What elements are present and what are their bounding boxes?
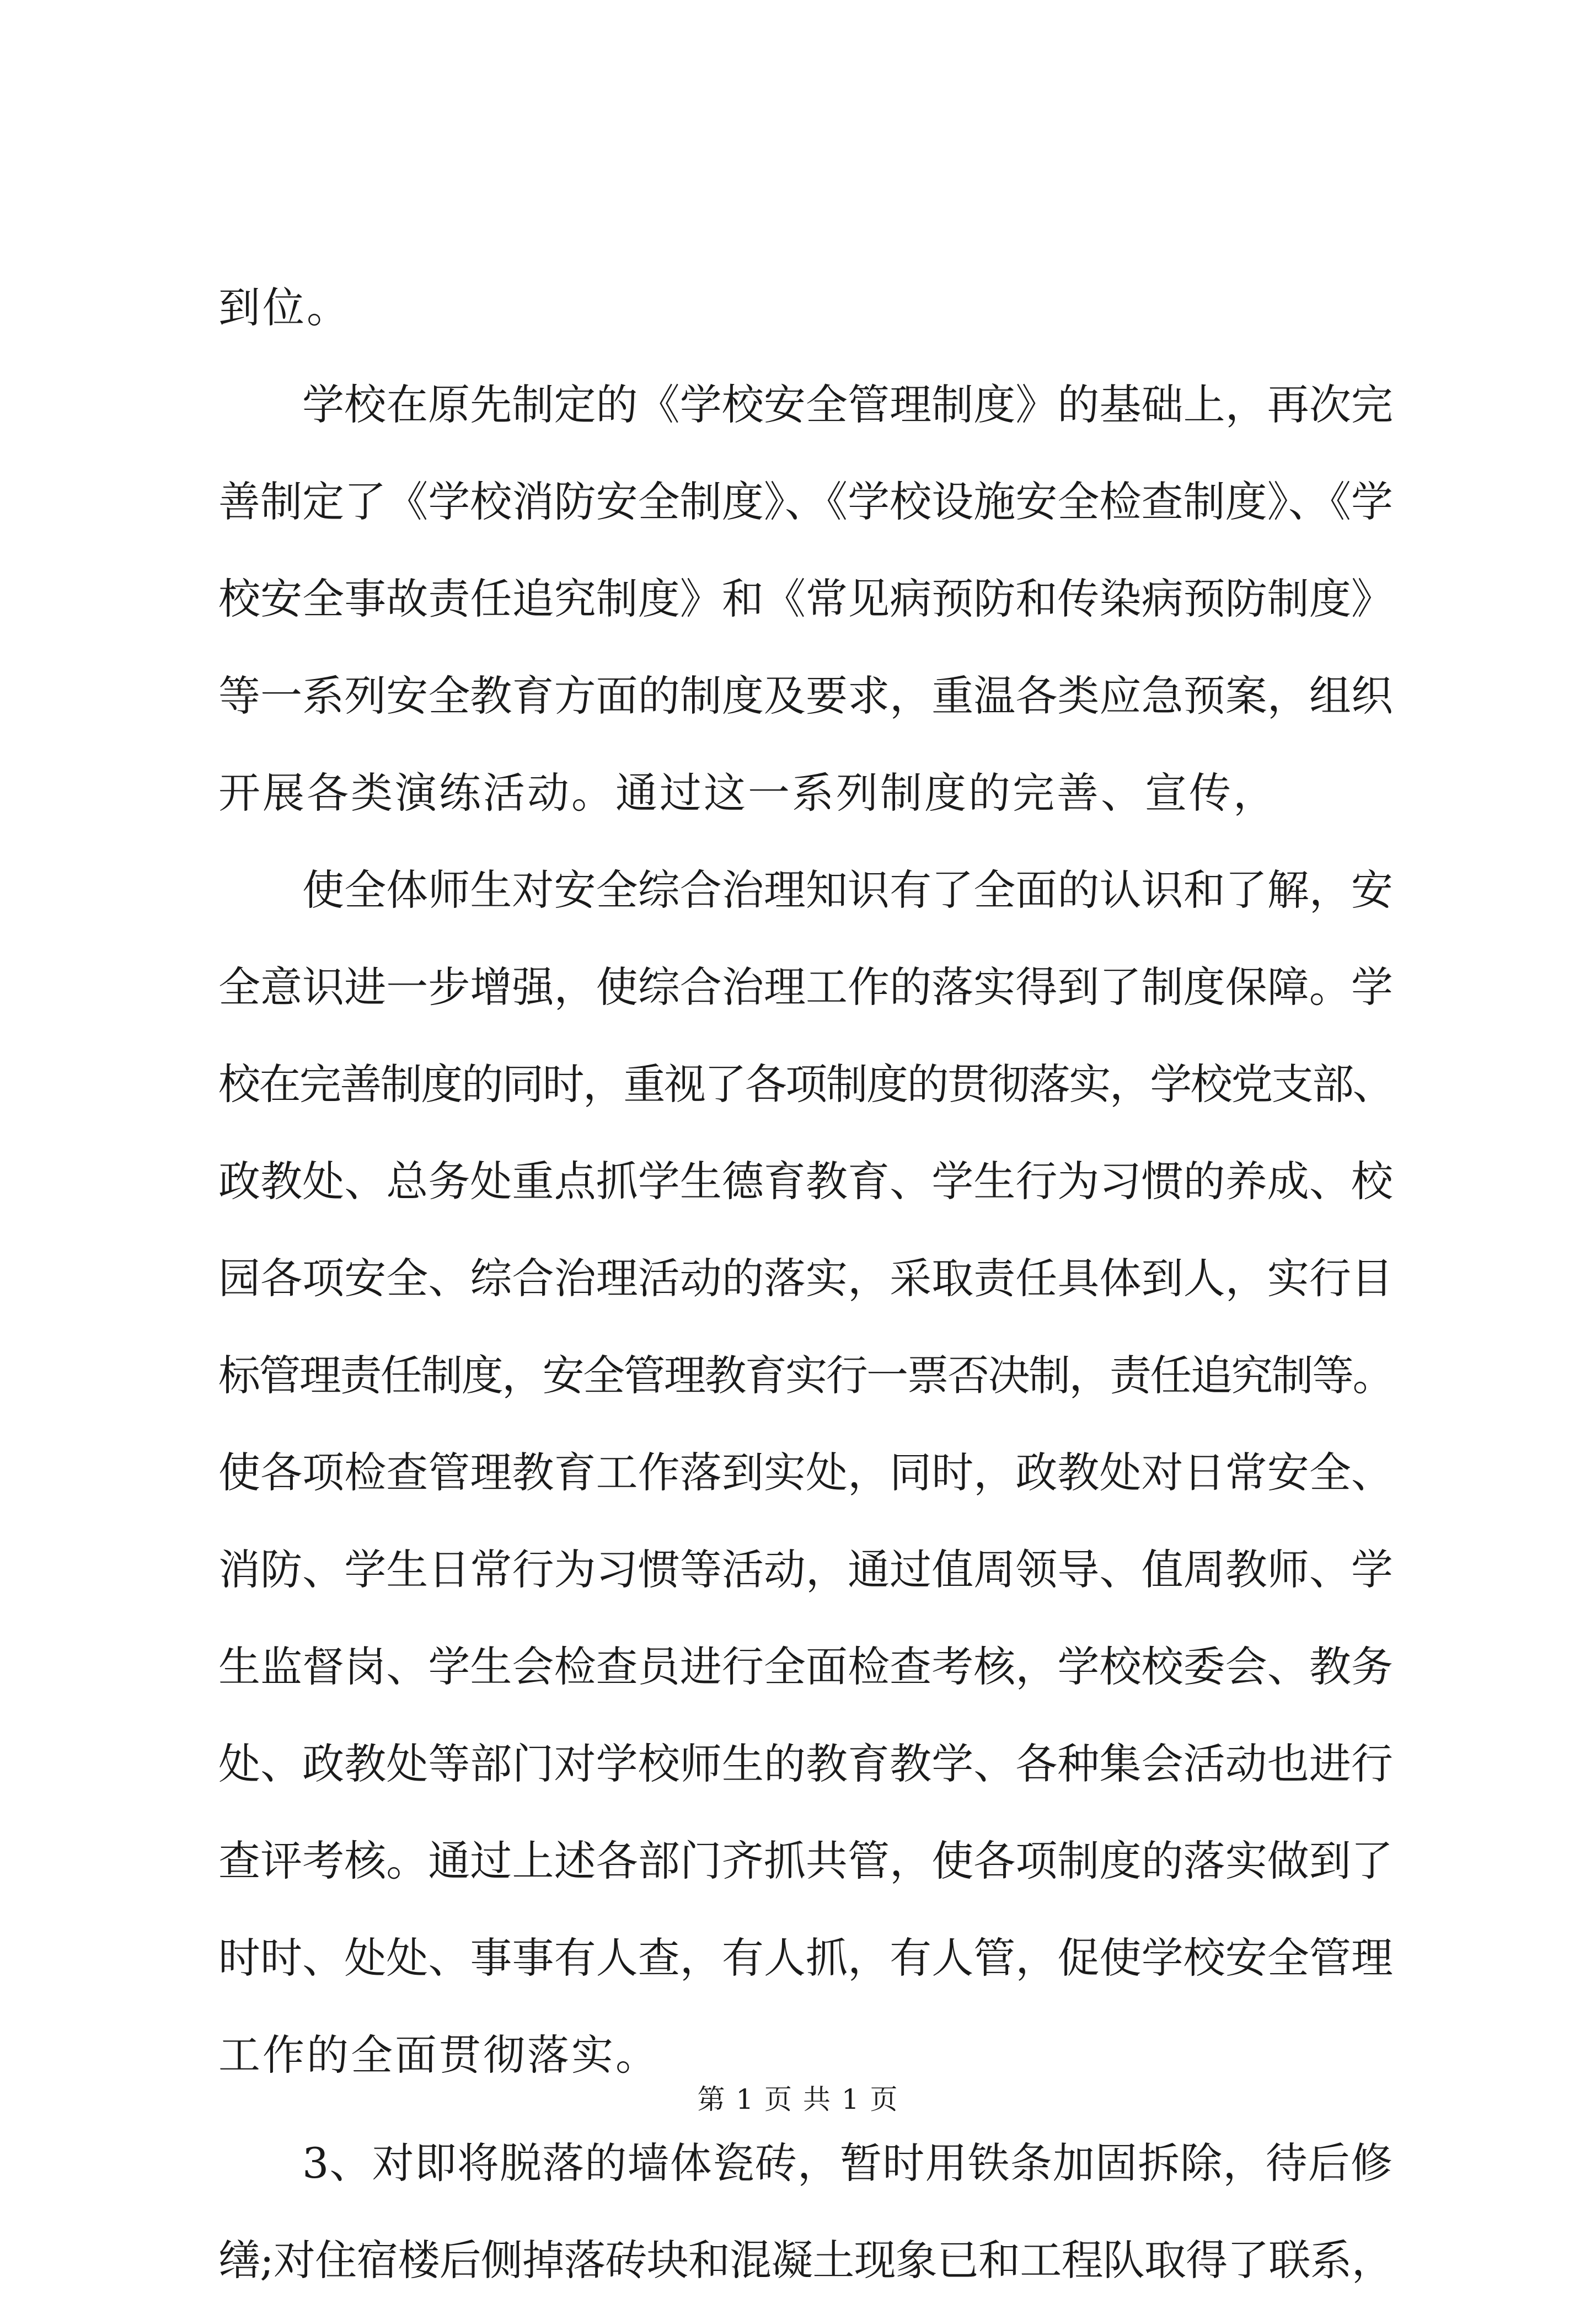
page-number-footer: 第 1 页 共 1 页 [697, 2083, 899, 2115]
text-line: 3、对即将脱落的墙体瓷砖，暂时用铁条加固拆除，待后修 [302, 2139, 1393, 2188]
text-line: 全意识进一步增强，使综合治理工作的落实得到了制度保障。学 [218, 963, 1393, 1012]
document-body [218, 259, 1393, 2309]
text-line: 查评考核。通过上述各部门齐抓共管，使各项制度的落实做到了 [218, 1836, 1393, 1885]
text-line: 使各项检查管理教育工作落到实处，同时，政教处对日常安全、 [218, 1448, 1393, 1497]
text-line: 缮;对住宿楼后侧掉落砖块和混凝土现象已和工程队取得了联系， [218, 2236, 1393, 2285]
text-line: 到位。 [218, 283, 351, 332]
text-line: 善制定了《学校消防安全制度》、《学校设施安全检查制度》、《学 [218, 477, 1393, 526]
text-line: 处、政教处等部门对学校师生的教育教学、各种集会活动也进行 [218, 1739, 1393, 1788]
text-line: 校在完善制度的同时，重视了各项制度的贯彻落实，学校党支部、 [218, 1060, 1393, 1109]
text-line: 时时、处处、事事有人查，有人抓，有人管，促使学校安全管理 [218, 1933, 1393, 1982]
text-line: 校安全事故责任追究制度》和《常见病预防和传染病预防制度》 [218, 574, 1393, 623]
text-line: 政教处、总务处重点抓学生德育教育、学生行为习惯的养成、校 [218, 1157, 1393, 1206]
text-line: 开展各类演练活动。通过这一系列制度的完善、宣传， [218, 768, 1277, 817]
text-line: 生监督岗、学生会检查员进行全面检查考核，学校校委会、教务 [218, 1642, 1393, 1691]
text-line: 工作的全面贯彻落实。 [218, 2030, 660, 2080]
text-line: 学校在原先制定的《学校安全管理制度》的基础上，再次完 [302, 380, 1393, 429]
text-line: 消防、学生日常行为习惯等活动，通过值周领导、值周教师、学 [218, 1545, 1393, 1594]
text-line: 园各项安全、综合治理活动的落实，采取责任具体到人，实行目 [218, 1254, 1393, 1303]
text-line: 等一系列安全教育方面的制度及要求，重温各类应急预案，组织 [218, 671, 1393, 720]
text-line: 标管理责任制度，安全管理教育实行一票否决制，责任追究制等。 [218, 1351, 1393, 1400]
text-line: 使全体师生对安全综合治理知识有了全面的认识和了解，安 [302, 865, 1393, 915]
